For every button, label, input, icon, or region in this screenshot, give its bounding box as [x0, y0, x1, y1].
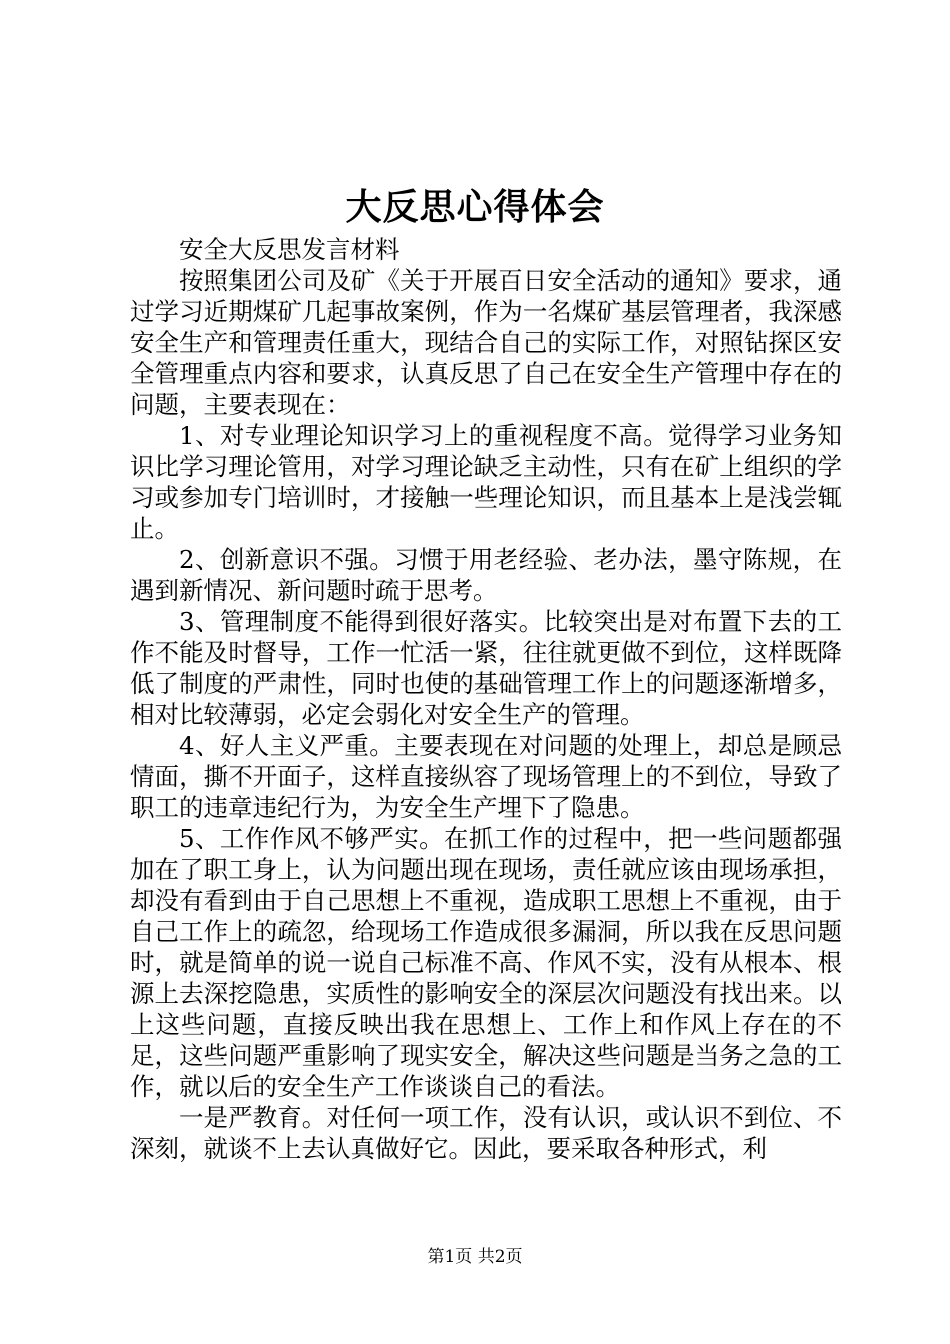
intro-paragraph: 按照集团公司及矿《关于开展百日安全活动的通知》要求，通过学习近期煤矿几起事故案例，作为一名煤矿基层管理者，我深感安全生产和管理责任重大，现结合自己的实际工作，对照钻探区安全管理重点内容和要求，认真反思了自己在安全生产管理中存在的问题，主要表现在：	[130, 266, 842, 419]
point-4-paragraph: 4、好人主义严重。主要表现在对问题的处理上，却总是顾忌情面，撕不开面子，这样直接纵容了现场管理上的不到位，导致了职工的违章违纪行为，为安全生产埋下了隐患。	[130, 731, 842, 822]
point-1-paragraph: 1、对专业理论知识学习上的重视程度不高。觉得学习业务知识比学习理论管用，对学习理论缺乏主动性，只有在矿上组织的学习或参加专门培训时，才接触一些理论知识，而且基本上是浅尝辄止。	[130, 421, 842, 543]
document-body	[130, 234, 842, 1164]
document-title: 大反思心得体会	[345, 186, 605, 228]
measure-1-paragraph: 一是严教育。对任何一项工作，没有认识，或认识不到位、不深刻，就谈不上去认真做好它。因此，要采取各种形式，利	[130, 1103, 842, 1163]
point-3-paragraph: 3、管理制度不能得到很好落实。比较突出是对布置下去的工作不能及时督导，工作一忙活一紧，往往就更做不到位，这样既降低了制度的严肃性，同时也使的基础管理工作上的问题逐渐增多，相对比较薄弱，必定会弱化对安全生产的管理。	[130, 607, 842, 729]
subtitle-paragraph: 安全大反思发言材料	[179, 235, 400, 264]
point-5-paragraph: 5、工作作风不够严实。在抓工作的过程中，把一些问题都强加在了职工身上，认为问题出现在现场，责任就应该由现场承担，却没有看到由于自己思想上不重视，造成职工思想上不重视，由于自己工作上的疏忽，给现场工作造成很多漏洞，所以我在反思问题时，就是简单的说一说自己标准不高、作风不实，没有从根本、根源上去深挖隐患，实质性的影响安全的深层次问题没有找出来。以上这些问题，直接反映出我在思想上、工作上和作风上存在的不足，这些问题严重影响了现实安全，解决这些问题是当务之急的工作，就以后的安全生产工作谈谈自己的看法。	[130, 824, 842, 1101]
page-footer: 第1页 共2页	[427, 1247, 523, 1267]
point-2-paragraph: 2、创新意识不强。习惯于用老经验、老办法，墨守陈规，在遇到新情况、新问题时疏于思考。	[130, 545, 842, 605]
